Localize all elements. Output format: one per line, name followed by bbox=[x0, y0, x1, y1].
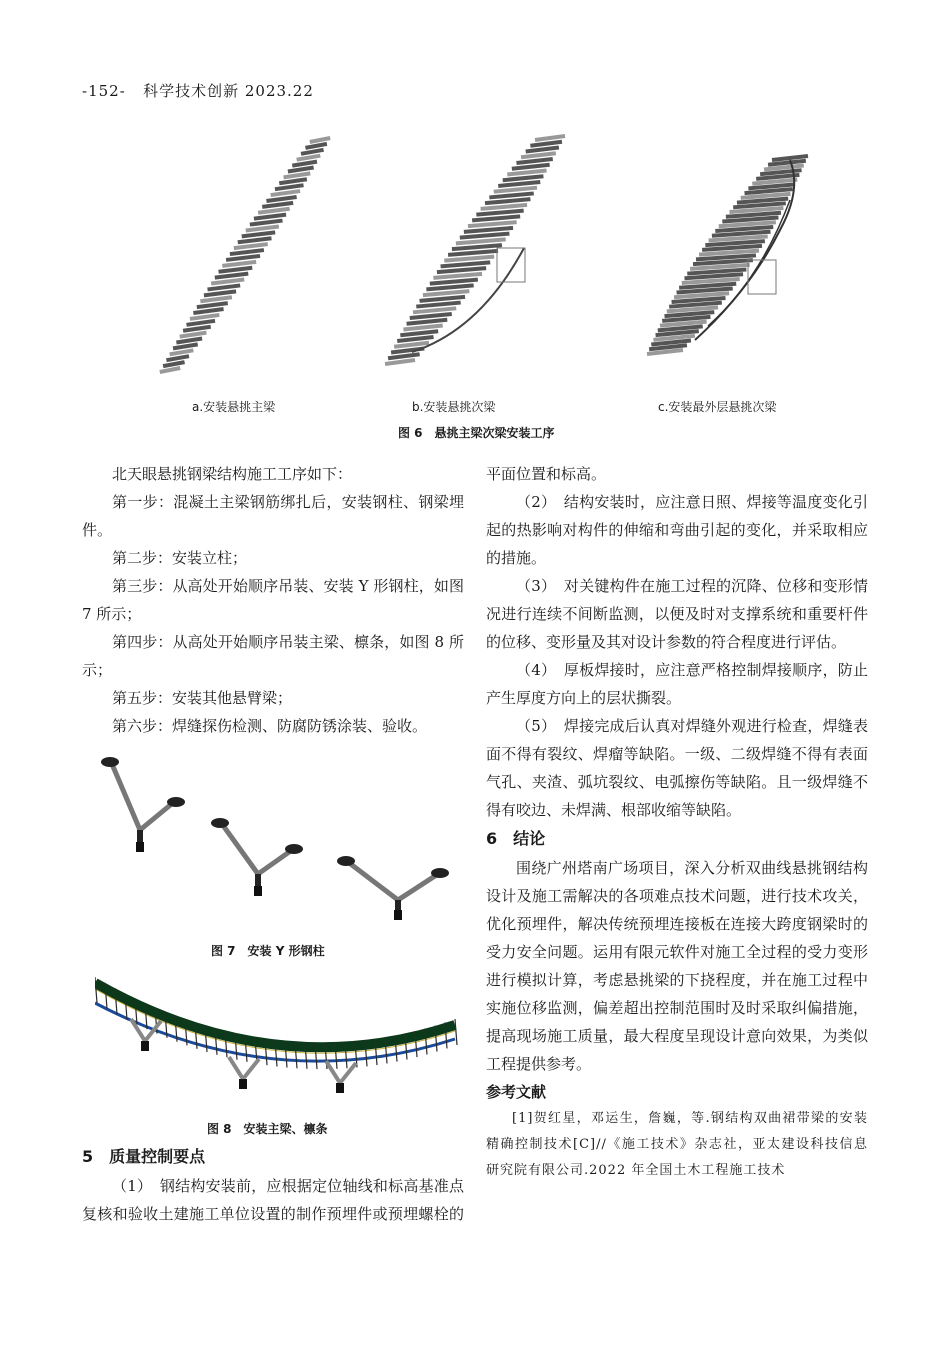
paragraph: （4） 厚板焊接时，应注意严格控制焊接顺序，防止产生厚度方向上的层状撕裂。 bbox=[486, 661, 868, 707]
figure-6c-caption: c.安装最外层悬挑次梁 bbox=[658, 400, 777, 414]
figure-8-caption: 图 8 安装主梁、檩条 bbox=[207, 1122, 328, 1136]
y-column-2 bbox=[211, 818, 303, 896]
journal-issue: 科学技术创新 2023.22 bbox=[143, 82, 314, 100]
page-number: -152- bbox=[82, 82, 126, 100]
figure-6-image bbox=[150, 130, 890, 380]
paragraph: （3） 对关键构件在施工过程的沉降、位移和变形情况进行连续不间断监测，以便及时对支撑系统和重要杆件的位移、变形量及其对设计参数的符合程度进行评估。 bbox=[486, 577, 868, 651]
figure-6-caption: 图 6 悬挑主梁次梁安装工序 bbox=[398, 426, 555, 440]
y-column-1 bbox=[101, 757, 185, 852]
paragraph: 北天眼悬挑钢梁结构施工工序如下： bbox=[112, 465, 353, 483]
figure-6a-caption: a.安装悬挑主梁 bbox=[192, 400, 276, 414]
section-5-item-1-part-b bbox=[486, 460, 868, 488]
paragraph: 第一步：混凝土主梁钢筋绑扎后，安装钢柱、钢梁埋件。 bbox=[82, 493, 464, 539]
paragraph: 围绕广州塔南广场项目，深入分析双曲线悬挑钢结构设计及施工需解决的各项难点技术问题，进行技术攻关，优化预埋件，解决传统预埋连接板在连接大跨度钢梁时的受力安全问题。运用有限元软件对施工全过程的受力变形进行模拟计算，考虑悬挑梁的下挠程度，并在施工过程中实施位移监测，偏差超出控制范围时及时采取纠偏措施，提高现场施工质量，最大程度呈现设计意向效果，为类似工程提供参考。 bbox=[486, 859, 868, 1073]
paragraph: （5） 焊接完成后认真对焊缝外观进行检查，焊缝表面不得有裂纹、焊瘤等缺陷。一级、二级焊缝不得有表面气孔、夹渣、弧坑裂纹、电弧擦伤等缺陷。且一级焊缝不得有咬边、未焊满、根部收缩等缺陷。 bbox=[486, 717, 868, 819]
figure-8-drawing bbox=[95, 977, 457, 1093]
section-6-heading: 6 结论 bbox=[486, 829, 546, 848]
section-5-left bbox=[82, 1142, 464, 1172]
figure-6c-drawing bbox=[647, 156, 808, 354]
page-header bbox=[82, 80, 314, 101]
section-5-heading: 5 质量控制要点 bbox=[82, 1147, 206, 1166]
paragraph: 第四步：从高处开始顺序吊装主梁、檩条，如图 8 所示； bbox=[82, 633, 464, 679]
section-5-item-1-part-a bbox=[82, 1172, 464, 1228]
figure-8-image bbox=[95, 975, 465, 1095]
paragraph: 第五步：安装其他悬臂梁； bbox=[112, 689, 293, 707]
paragraph: 第三步：从高处开始顺序吊装、安装 Y 形钢柱，如图 7 所示； bbox=[82, 577, 464, 623]
reference-1: [1]贺红星，邓运生，詹巍，等.钢结构双曲裙带梁的安装精确控制技术[C]//《施工技术》杂志社，亚太建设科技信息研究院有限公司.2022 年全国土木工程施工技术 bbox=[486, 1111, 868, 1178]
figure-6b-drawing bbox=[385, 136, 565, 364]
references-heading: 参考文献 bbox=[486, 1083, 547, 1101]
paragraph: （2） 结构安装时，应注意日照、焊接等温度变化引起的热影响对构件的伸缩和弯曲引起的变化，并采取相应的措施。 bbox=[486, 493, 868, 567]
paragraph: （1） 钢结构安装前，应根据定位轴线和标高基准点复核和验收土建施工单位设置的制作预埋件或预埋螺栓的 bbox=[82, 1177, 464, 1223]
figure-6a-drawing bbox=[160, 138, 330, 372]
figure-6b-caption: b.安装悬挑次梁 bbox=[412, 400, 496, 414]
paragraph: 第二步：安装立柱； bbox=[112, 549, 248, 567]
right-column-text bbox=[486, 460, 868, 1184]
figure-7-image bbox=[90, 750, 450, 930]
figure-7-caption: 图 7 安装 Y 形钢柱 bbox=[211, 944, 325, 958]
paragraph: 平面位置和标高。 bbox=[486, 465, 607, 483]
left-column-text bbox=[82, 460, 464, 740]
paragraph: 第六步：焊缝探伤检测、防腐防锈涂装、验收。 bbox=[112, 717, 428, 735]
y-column-3 bbox=[337, 856, 449, 920]
